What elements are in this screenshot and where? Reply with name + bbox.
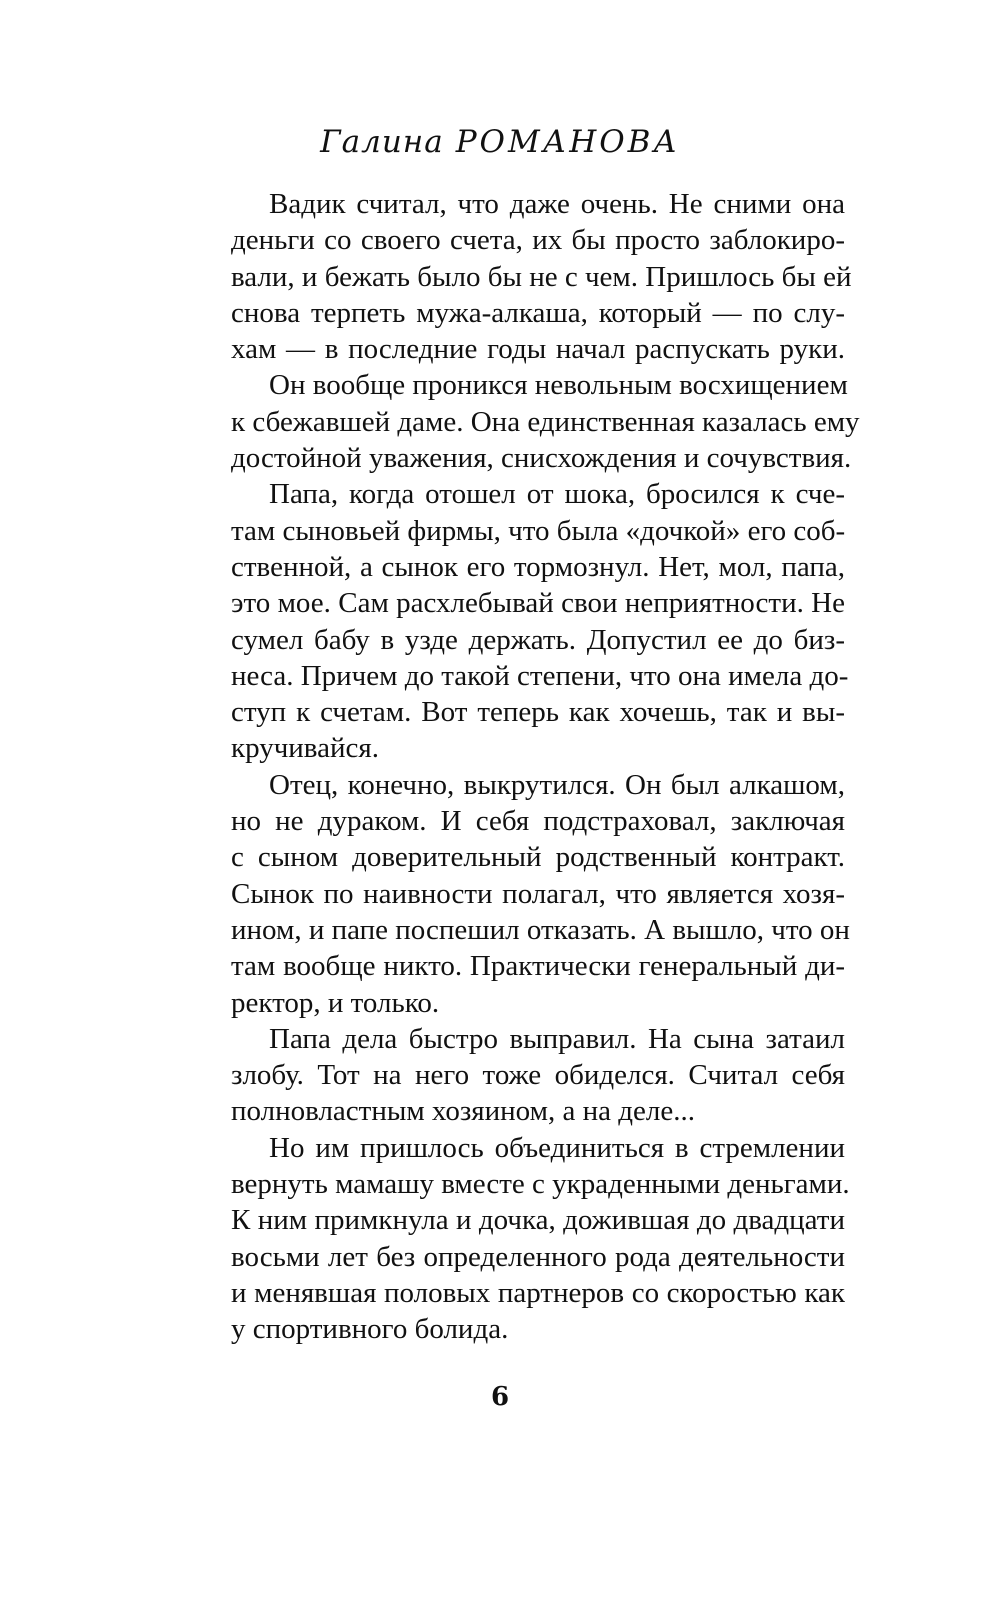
text-line: Сынок по наивности полагал, что является хозя- [231,877,845,910]
paragraph-6 [193,1130,850,1348]
text-line: К ним примкнула и дочка, дожившая до двадцати [231,1204,845,1237]
paragraph-5 [193,1021,845,1130]
text-line: вернуть мамашу вместе с украденными деньгами. [231,1168,850,1201]
text-line: это мое. Сам расхлебывай свои неприятности. Не [231,587,845,620]
text-line: но не дураком. И себя подстраховал, заключая [231,805,845,838]
text-line: снова терпеть мужа-алкаша, который — по слу- [231,296,845,329]
text-line: сумел бабу в узде держать. Допустил ее до биз- [231,623,845,656]
paragraph-1 [193,186,852,367]
paragraph-4 [193,767,850,1021]
paragraph-2 [193,367,860,476]
text-line: Но им пришлось объединиться в стремлении [269,1131,845,1164]
text-line: восьми лет без определенного рода деятельности [231,1240,845,1273]
text-line: кручивайся. [231,732,379,765]
body-text [193,186,860,1348]
text-line: ректор, и только. [231,986,440,1019]
author-first-name: Галина [320,124,444,160]
text-line: достойной уважения, снисхождения и сочувствия. [231,442,852,475]
text-line: злобу. Тот на него тоже обиделся. Считал себя [231,1059,845,1092]
author-last-name: РОМАНОВА [455,124,680,160]
text-line: неса. Причем до такой степени, что она имела до- [231,659,849,692]
text-line: хам — в последние годы начал распускать руки. [231,333,845,366]
text-line: Папа дела быстро выправил. На сына затаил [269,1022,845,1055]
text-line: полновластным хозяином, а на деле... [231,1095,695,1128]
text-line: у спортивного болида. [231,1313,509,1346]
page-number: 6 [490,1382,510,1412]
text-line: там сыновьей фирмы, что была «дочкой» его соб- [231,514,846,547]
text-line: Вадик считал, что даже очень. Не сними она [269,188,845,220]
text-line: и менявшая половых партнеров со скоростью как [231,1276,845,1309]
text-line: с сыном доверительный родственный контракт. [231,841,845,874]
running-header [0,124,1000,160]
text-line: Он вообще проникся невольным восхищением [269,369,848,402]
text-line: деньги со своего счета, их бы просто заблокиро- [231,224,845,257]
text-line: ступ к счетам. Вот теперь как хочешь, так и вы- [231,696,845,729]
paragraph-3 [193,476,849,766]
text-line: ином, и папе поспешил отказать. А вышло, что он [231,913,850,946]
text-line: Папа, когда отошел от шока, бросился к сче- [269,478,845,511]
text-line: к сбежавшей даме. Она единственная казалась ему [231,405,860,438]
text-line: ственной, а сынок его тормознул. Нет, мол, папа, [231,550,845,583]
text-line: Отец, конечно, выкрутился. Он был алкашом, [269,768,845,801]
text-line: там вообще никто. Практически генеральный ди- [231,950,845,983]
text-line: вали, и бежать было бы не с чем. Пришлось бы ей [231,260,852,293]
